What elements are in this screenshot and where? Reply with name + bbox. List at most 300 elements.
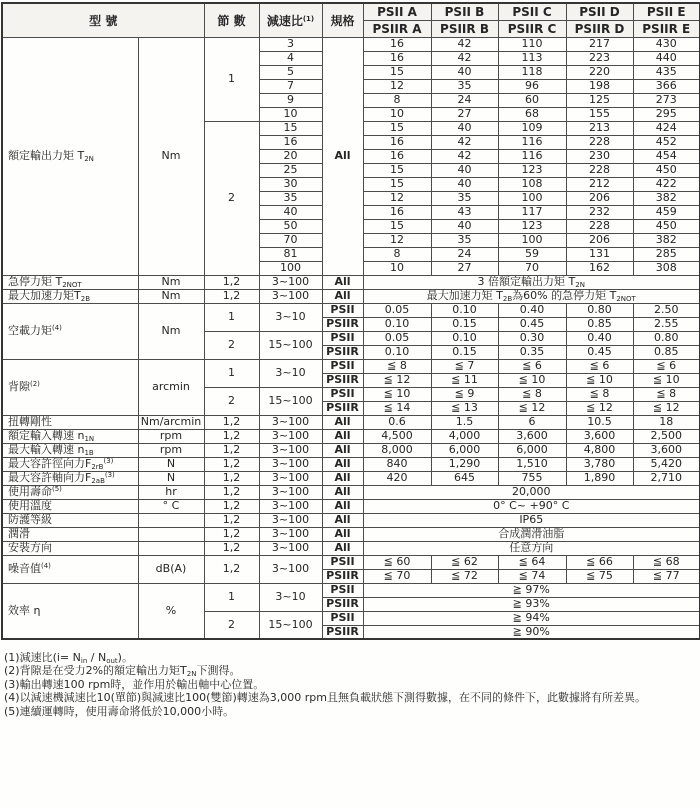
table-cell: 755 [498, 471, 566, 485]
table-cell: 1,510 [498, 457, 566, 471]
table-cell: rpm [138, 443, 204, 457]
table-cell: ≦ 64 [498, 555, 566, 569]
table-cell: 12 [363, 79, 431, 93]
table-cell: All [322, 513, 363, 527]
table-cell: 30 [259, 177, 322, 191]
table-cell: PSII [322, 359, 363, 373]
table-cell: 40 [431, 177, 498, 191]
table-cell: 0.10 [431, 331, 498, 345]
table-cell: ≦ 8 [498, 387, 566, 401]
table-cell: ≦ 12 [633, 401, 700, 415]
table-cell: 424 [633, 121, 700, 135]
table-cell: 116 [498, 135, 566, 149]
table-cell: 68 [498, 107, 566, 121]
table-cell: 198 [566, 79, 633, 93]
table-cell: 123 [498, 163, 566, 177]
table-cell: 50 [259, 219, 322, 233]
table-cell: 空載力矩$^{(4)}$ [2, 303, 138, 359]
table-cell: 42 [431, 51, 498, 65]
table-cell: 12 [363, 191, 431, 205]
table-cell: ≦ 70 [363, 569, 431, 583]
table-cell: 1 [204, 37, 259, 121]
table-cell: ≦ 68 [633, 555, 700, 569]
table-cell: ≦ 8 [363, 359, 431, 373]
table-cell: 合成潤滑油脂 [363, 527, 700, 541]
table-header [2, 3, 700, 37]
table-cell: 430 [633, 37, 700, 51]
table-cell: 60 [498, 93, 566, 107]
table-cell: ≦ 10 [498, 373, 566, 387]
table-cell: hr [138, 485, 204, 499]
table-cell: 8 [363, 93, 431, 107]
table-cell: 3~10 [259, 583, 322, 611]
table-cell: 10 [259, 107, 322, 121]
table-cell: 454 [633, 149, 700, 163]
table-cell: 81 [259, 247, 322, 261]
table-cell: 4,000 [431, 429, 498, 443]
table-cell: 18 [633, 415, 700, 429]
table-cell: 366 [633, 79, 700, 93]
table-cell: 422 [633, 177, 700, 191]
table-cell: 任意方向 [363, 541, 700, 555]
table-cell: 0.80 [566, 303, 633, 317]
table-cell: 108 [498, 177, 566, 191]
table-cell: 645 [431, 471, 498, 485]
table-cell: ° C [138, 499, 204, 513]
table-cell: All [322, 499, 363, 513]
table-cell: All [322, 429, 363, 443]
table-cell: 1,2 [204, 513, 259, 527]
table-cell: 0.80 [633, 331, 700, 345]
table-cell: 0.05 [363, 303, 431, 317]
table-cell: ≧ 97% [363, 583, 700, 597]
table-cell: 40 [431, 65, 498, 79]
table-cell: ≦ 72 [431, 569, 498, 583]
table-cell: 1 [204, 359, 259, 387]
footnote-line: (3)輸出轉速100 rpm時，並作用於輸出軸中心位置。 [4, 677, 265, 691]
table-cell: ≦ 12 [498, 401, 566, 415]
table-cell: 3~100 [259, 415, 322, 429]
table-cell: 116 [498, 149, 566, 163]
table-cell: 0.10 [431, 303, 498, 317]
table-cell: 220 [566, 65, 633, 79]
table-cell: 40 [431, 121, 498, 135]
table-cell: ≦ 77 [633, 569, 700, 583]
table-cell: 1,2 [204, 415, 259, 429]
table-cell: All [322, 471, 363, 485]
table-cell: Nm [138, 289, 204, 303]
table-cell: 1,2 [204, 429, 259, 443]
table-cell: 3~100 [259, 471, 322, 485]
table-cell: 10 [363, 107, 431, 121]
table-cell: 0.15 [431, 317, 498, 331]
table-cell: Nm/arcmin [138, 415, 204, 429]
table-cell: 15 [363, 163, 431, 177]
table-row [2, 289, 700, 303]
table-cell: 使用溫度 [2, 499, 138, 513]
table-cell: 潤滑 [2, 527, 138, 541]
table-cell: 最大容許軸向力$F_{2aB}^{(3)}$ [2, 471, 138, 485]
footnote-line: (1)減速比$(i= N_{in} / N_{out})$。 [4, 651, 133, 665]
table-cell: PSII [322, 303, 363, 317]
table-cell: 5 [259, 65, 322, 79]
table-cell: 8,000 [363, 443, 431, 457]
table-cell: ≦ 6 [633, 359, 700, 373]
table-cell: 10 [363, 261, 431, 275]
table-cell: 0.85 [566, 317, 633, 331]
table-cell: 16 [363, 37, 431, 51]
table-cell: 206 [566, 191, 633, 205]
header-model-b: PSII B [431, 3, 498, 20]
table-row [2, 275, 700, 289]
table-cell: 1 [204, 303, 259, 331]
header-model-d: PSII D [566, 3, 633, 20]
header-spec: 規格 [322, 3, 363, 37]
table-cell: 3 倍額定輸出力矩 $T_{2N}$ [363, 275, 700, 289]
table-cell: 43 [431, 205, 498, 219]
table-cell: 16 [259, 135, 322, 149]
table-cell: ≦ 8 [566, 387, 633, 401]
header-model-re: PSIIR E [633, 20, 700, 37]
table-cell: 1,2 [204, 485, 259, 499]
table-cell: 70 [259, 233, 322, 247]
table-cell: 1,2 [204, 443, 259, 457]
table-cell: 15 [363, 177, 431, 191]
spec-table-body [2, 37, 700, 639]
table-cell: 15~100 [259, 611, 322, 639]
table-cell: 扭轉剛性 [2, 415, 138, 429]
table-cell: 2 [204, 331, 259, 359]
table-cell: Nm [138, 275, 204, 289]
table-cell: ≦ 75 [566, 569, 633, 583]
table-cell: 100 [498, 233, 566, 247]
table-cell: 3~100 [259, 485, 322, 499]
table-cell: 1,290 [431, 457, 498, 471]
table-cell: 4,800 [566, 443, 633, 457]
header-stages: 節 數 [204, 3, 259, 37]
table-cell: PSII [322, 331, 363, 345]
table-cell: PSIIR [322, 401, 363, 415]
table-cell: 3,600 [498, 429, 566, 443]
table-cell: ≦ 12 [566, 401, 633, 415]
table-cell: 285 [633, 247, 700, 261]
table-cell: 6,000 [431, 443, 498, 457]
table-cell [138, 541, 204, 555]
table-cell: 20 [259, 149, 322, 163]
table-cell: 113 [498, 51, 566, 65]
table-cell: 1,2 [204, 555, 259, 583]
table-cell: ≦ 10 [566, 373, 633, 387]
table-cell: N [138, 471, 204, 485]
table-cell: 10.5 [566, 415, 633, 429]
table-cell: 0.45 [566, 345, 633, 359]
table-cell: 4 [259, 51, 322, 65]
table-cell: dB(A) [138, 555, 204, 583]
table-cell: 8 [363, 247, 431, 261]
table-cell: PSII [322, 387, 363, 401]
table-cell: 118 [498, 65, 566, 79]
table-cell: 25 [259, 163, 322, 177]
table-cell: 3~100 [259, 499, 322, 513]
table-cell: PSIIR [322, 597, 363, 611]
table-cell: 110 [498, 37, 566, 51]
table-cell: 42 [431, 135, 498, 149]
table-cell [138, 527, 204, 541]
table-row [2, 485, 700, 499]
table-cell: 1 [204, 583, 259, 611]
table-cell: 228 [566, 219, 633, 233]
table-cell: 42 [431, 149, 498, 163]
table-cell: PSIIR [322, 317, 363, 331]
table-cell: 20,000 [363, 485, 700, 499]
table-cell: 16 [363, 135, 431, 149]
table-cell: 213 [566, 121, 633, 135]
table-cell: 450 [633, 163, 700, 177]
table-cell: 3~100 [259, 275, 322, 289]
table-cell: 12 [363, 233, 431, 247]
table-cell: 295 [633, 107, 700, 121]
table-cell: ≦ 8 [633, 387, 700, 401]
table-cell: 24 [431, 93, 498, 107]
table-cell: All [322, 527, 363, 541]
table-cell: ≦ 60 [363, 555, 431, 569]
table-cell: 230 [566, 149, 633, 163]
table-cell: 382 [633, 233, 700, 247]
footnote-line: (2)背隙是在受力2%的額定輸出力矩$T_{2N}$下測得。 [4, 664, 241, 678]
table-cell: 3~100 [259, 555, 322, 583]
table-cell: 15 [363, 219, 431, 233]
table-cell: ≧ 93% [363, 597, 700, 611]
table-cell: 206 [566, 233, 633, 247]
table-cell: 0.40 [498, 303, 566, 317]
table-cell: 232 [566, 205, 633, 219]
table-cell: 7 [259, 79, 322, 93]
table-cell: ≦ 6 [566, 359, 633, 373]
table-cell: PSIIR [322, 625, 363, 639]
table-cell: ≦ 10 [363, 387, 431, 401]
table-row [2, 555, 700, 569]
table-cell: PSII [322, 611, 363, 625]
table-cell: 2.50 [633, 303, 700, 317]
table-cell: Nm [138, 37, 204, 275]
table-cell: N [138, 457, 204, 471]
table-cell: 3 [259, 37, 322, 51]
table-cell: 1,2 [204, 275, 259, 289]
table-cell: 3~100 [259, 513, 322, 527]
table-cell: ≦ 9 [431, 387, 498, 401]
table-cell: 35 [431, 79, 498, 93]
table-cell: 3,780 [566, 457, 633, 471]
table-cell: 最大加速力矩 $T_{2B}$為60% 的急停力矩 $T_{2NOT}$ [363, 289, 700, 303]
table-cell: 16 [363, 51, 431, 65]
table-cell: 6,000 [498, 443, 566, 457]
table-cell: 15 [363, 65, 431, 79]
table-cell: 急停力矩 $T_{2NOT}$ [2, 275, 138, 289]
table-row [2, 471, 700, 485]
table-cell: 1,2 [204, 457, 259, 471]
table-cell: 450 [633, 219, 700, 233]
table-cell: All [322, 37, 363, 275]
table-cell: 223 [566, 51, 633, 65]
table-row [2, 457, 700, 471]
table-cell: All [322, 485, 363, 499]
table-cell: 15~100 [259, 331, 322, 359]
table-cell: 1,890 [566, 471, 633, 485]
table-cell: 96 [498, 79, 566, 93]
table-cell: 0.10 [363, 345, 431, 359]
table-cell: 3~100 [259, 527, 322, 541]
table-row [2, 37, 700, 51]
header-model-c: PSII C [498, 3, 566, 20]
table-cell: 3~100 [259, 289, 322, 303]
table-cell: ≦ 66 [566, 555, 633, 569]
table-cell: 0.35 [498, 345, 566, 359]
table-cell: ≦ 12 [363, 373, 431, 387]
table-cell: All [322, 415, 363, 429]
table-row [2, 415, 700, 429]
table-cell: arcmin [138, 359, 204, 415]
table-cell: 0.40 [566, 331, 633, 345]
table-cell: 155 [566, 107, 633, 121]
table-cell: 額定輸入轉速 $n_{1N}$ [2, 429, 138, 443]
table-cell: 3~100 [259, 541, 322, 555]
header-model: 型 號 [2, 3, 204, 37]
table-cell: 1,2 [204, 471, 259, 485]
table-row [2, 359, 700, 373]
header-ratio: 減速比$^{(1)}$ [259, 3, 322, 37]
table-cell: ≦ 7 [431, 359, 498, 373]
table-cell: 0° C~ +90° C [363, 499, 700, 513]
table-cell: ≧ 94% [363, 611, 700, 625]
table-cell: ≦ 11 [431, 373, 498, 387]
table-cell: 40 [431, 219, 498, 233]
table-cell: 0.6 [363, 415, 431, 429]
table-cell: ≦ 10 [633, 373, 700, 387]
table-cell: All [322, 443, 363, 457]
table-cell: 6 [498, 415, 566, 429]
table-cell: PSIIR [322, 345, 363, 359]
table-cell: All [322, 289, 363, 303]
header-model-rd: PSIIR D [566, 20, 633, 37]
table-cell: 35 [259, 191, 322, 205]
table-cell: 效率 η [2, 583, 138, 639]
table-cell: 452 [633, 135, 700, 149]
table-cell: 1.5 [431, 415, 498, 429]
table-cell: PSII [322, 555, 363, 569]
table-cell: 0.30 [498, 331, 566, 345]
table-cell: 125 [566, 93, 633, 107]
table-cell: 35 [431, 233, 498, 247]
table-cell: 2 [204, 121, 259, 275]
table-cell: 安裝方向 [2, 541, 138, 555]
table-cell: 308 [633, 261, 700, 275]
spec-table [1, 2, 700, 640]
table-cell: 228 [566, 163, 633, 177]
table-cell: 2,500 [633, 429, 700, 443]
table-cell: 1,2 [204, 499, 259, 513]
table-cell: 440 [633, 51, 700, 65]
table-cell: 3~100 [259, 443, 322, 457]
table-cell: 噪音值$^{(4)}$ [2, 555, 138, 583]
table-cell: 5,420 [633, 457, 700, 471]
table-cell: 1,2 [204, 527, 259, 541]
table-cell: 840 [363, 457, 431, 471]
footnotes [4, 651, 699, 718]
table-cell: ≦ 62 [431, 555, 498, 569]
table-row [2, 583, 700, 597]
table-row [2, 527, 700, 541]
table-cell: % [138, 583, 204, 639]
header-model-ra: PSIIR A [363, 20, 431, 37]
table-cell: 217 [566, 37, 633, 51]
table-cell: 228 [566, 135, 633, 149]
table-cell: 27 [431, 107, 498, 121]
table-cell: 最大加速力矩$T_{2B}$ [2, 289, 138, 303]
table-cell: 40 [259, 205, 322, 219]
table-cell: 123 [498, 219, 566, 233]
table-cell: 背隙$^{(2)}$ [2, 359, 138, 415]
table-cell: 2,710 [633, 471, 700, 485]
table-cell: All [322, 275, 363, 289]
table-cell: 2 [204, 387, 259, 415]
table-row [2, 443, 700, 457]
table-cell: 70 [498, 261, 566, 275]
footnote-line: (4)以減速機減速比10(單節)與減速比100(雙節)轉速為3,000 rpm且無負載狀態下測得數據，在不同的條件下，此數據將有所差異。 [4, 691, 646, 705]
table-row [2, 303, 700, 317]
table-cell: 382 [633, 191, 700, 205]
table-cell: ≧ 90% [363, 625, 700, 639]
table-cell: 273 [633, 93, 700, 107]
table-cell: 3~10 [259, 359, 322, 387]
header-model-a: PSII A [363, 3, 431, 20]
table-cell: 100 [498, 191, 566, 205]
header-row-top [2, 3, 700, 20]
table-cell: 131 [566, 247, 633, 261]
table-cell: 16 [363, 149, 431, 163]
header-model-rb: PSIIR B [431, 20, 498, 37]
table-cell: 212 [566, 177, 633, 191]
table-cell: 27 [431, 261, 498, 275]
table-cell: 最大輸入轉速 $n_{1B}$ [2, 443, 138, 457]
table-cell: 3~100 [259, 457, 322, 471]
table-cell: 使用壽命$^{(5)}$ [2, 485, 138, 499]
table-cell: 162 [566, 261, 633, 275]
table-cell: 42 [431, 37, 498, 51]
table-cell: 0.15 [431, 345, 498, 359]
table-cell: 2.55 [633, 317, 700, 331]
table-cell: 最大容許徑向力$F_{2rB}^{(3)}$ [2, 457, 138, 471]
table-row [2, 513, 700, 527]
table-cell: 15~100 [259, 387, 322, 415]
table-cell: All [322, 457, 363, 471]
table-cell: 防護等級 [2, 513, 138, 527]
table-cell: 15 [259, 121, 322, 135]
table-cell: 24 [431, 247, 498, 261]
table-cell: rpm [138, 429, 204, 443]
table-cell: PSIIR [322, 569, 363, 583]
table-row [2, 499, 700, 513]
table-cell: Nm [138, 303, 204, 359]
table-cell: 420 [363, 471, 431, 485]
table-cell: 100 [259, 261, 322, 275]
table-cell [138, 513, 204, 527]
table-cell: 9 [259, 93, 322, 107]
table-cell: 117 [498, 205, 566, 219]
table-cell: 1,2 [204, 289, 259, 303]
table-cell: All [322, 541, 363, 555]
table-cell: 15 [363, 121, 431, 135]
table-cell: ≦ 14 [363, 401, 431, 415]
